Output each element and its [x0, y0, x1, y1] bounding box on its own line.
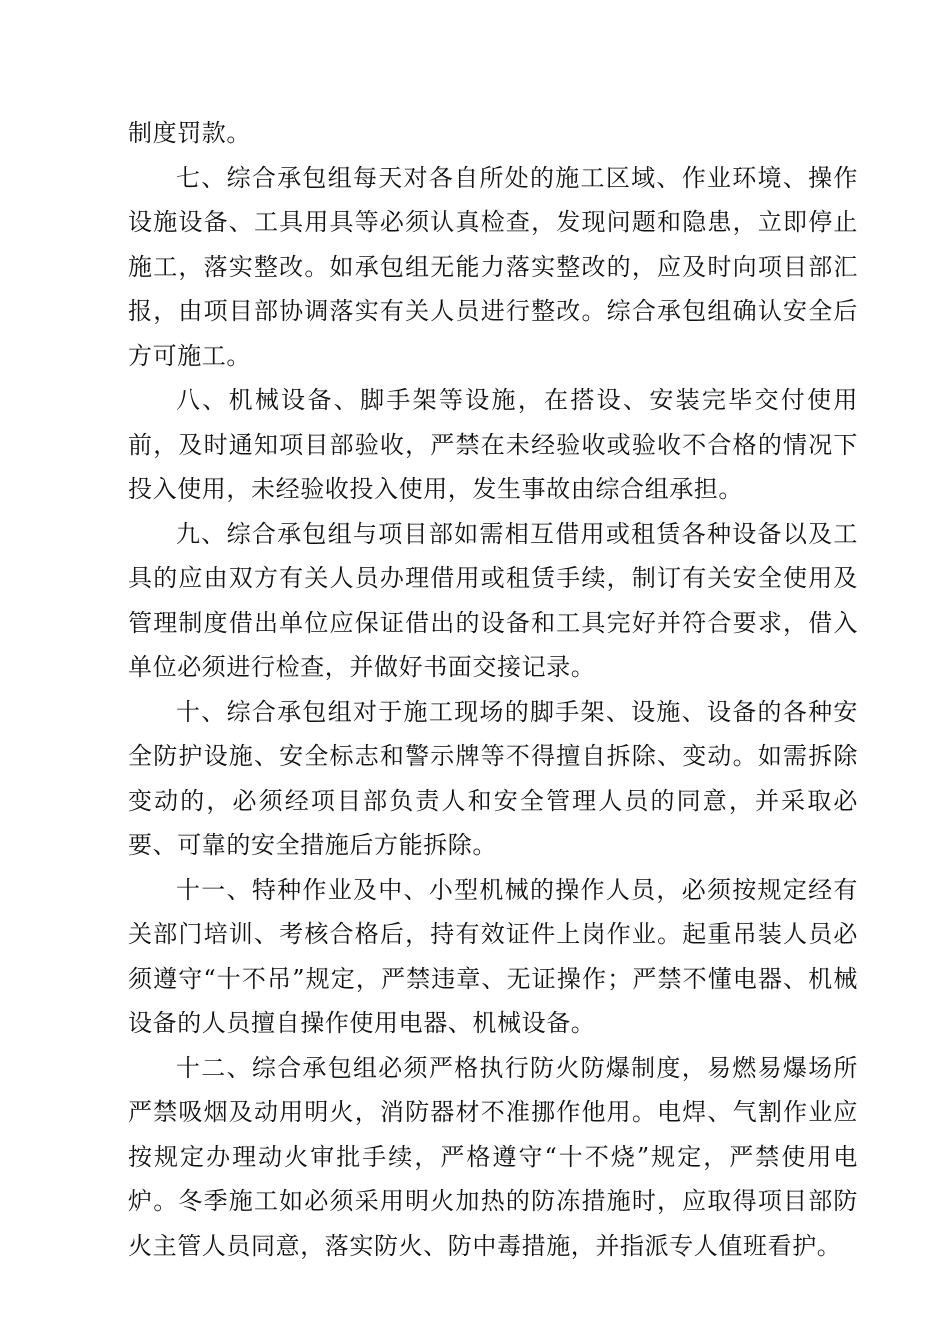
- paragraph-item-11: 十一、特种作业及中、小型机械的操作人员，必须按规定经有关部门培训、考核合格后，持有效证件上岗作业。起重吊装人员必须遵守“十不吊”规定，严禁违章、无证操作；严禁不懂电器、机械设备的人员擅自操作使用电器、机械设备。: [128, 875, 858, 1037]
- paragraph-item-7: 七、综合承包组每天对各自所处的施工区域、作业环境、操作设施设备、工具用具等必须认真检查，发现问题和隐患，立即停止施工，落实整改。如承包组无能力落实整改的，应及时向项目部汇报，由项目部协调落实有关人员进行整改。综合承包组确认安全后方可施工。: [128, 163, 858, 370]
- paragraph-item-9: 九、综合承包组与项目部如需相互借用或租赁各种设备以及工具的应由双方有关人员办理借用或租赁手续，制订有关安全使用及管理制度借出单位应保证借出的设备和工具完好并符合要求，借入单位必须进行检查，并做好书面交接记录。: [128, 519, 858, 681]
- paragraph-item-10: 十、综合承包组对于施工现场的脚手架、设施、设备的各种安全防护设施、安全标志和警示牌等不得擅自拆除、变动。如需拆除变动的，必须经项目部负责人和安全管理人员的同意，并采取必要、可靠的安全措施后方能拆除。: [128, 697, 858, 859]
- paragraph-item-12: 十二、综合承包组必须严格执行防火防爆制度，易燃易爆场所严禁吸烟及动用明火，消防器材不准挪作他用。电焊、气割作业应按规定办理动火审批手续，严格遵守“十不烧”规定，严禁使用电炉。冬季施工如必须采用明火加热的防冻措施时，应取得项目部防火主管人员同意，落实防火、防中毒措施，并指派专人值班看护。: [128, 1053, 858, 1260]
- paragraph-item-8: 八、机械设备、脚手架等设施，在搭设、安装完毕交付使用前，及时通知项目部验收，严禁在未经验收或验收不合格的情况下投入使用，未经验收投入使用，发生事故由综合组承担。: [128, 386, 858, 503]
- document-body: [128, 111, 858, 1268]
- paragraph-continuation: 制度罚款。: [128, 119, 251, 147]
